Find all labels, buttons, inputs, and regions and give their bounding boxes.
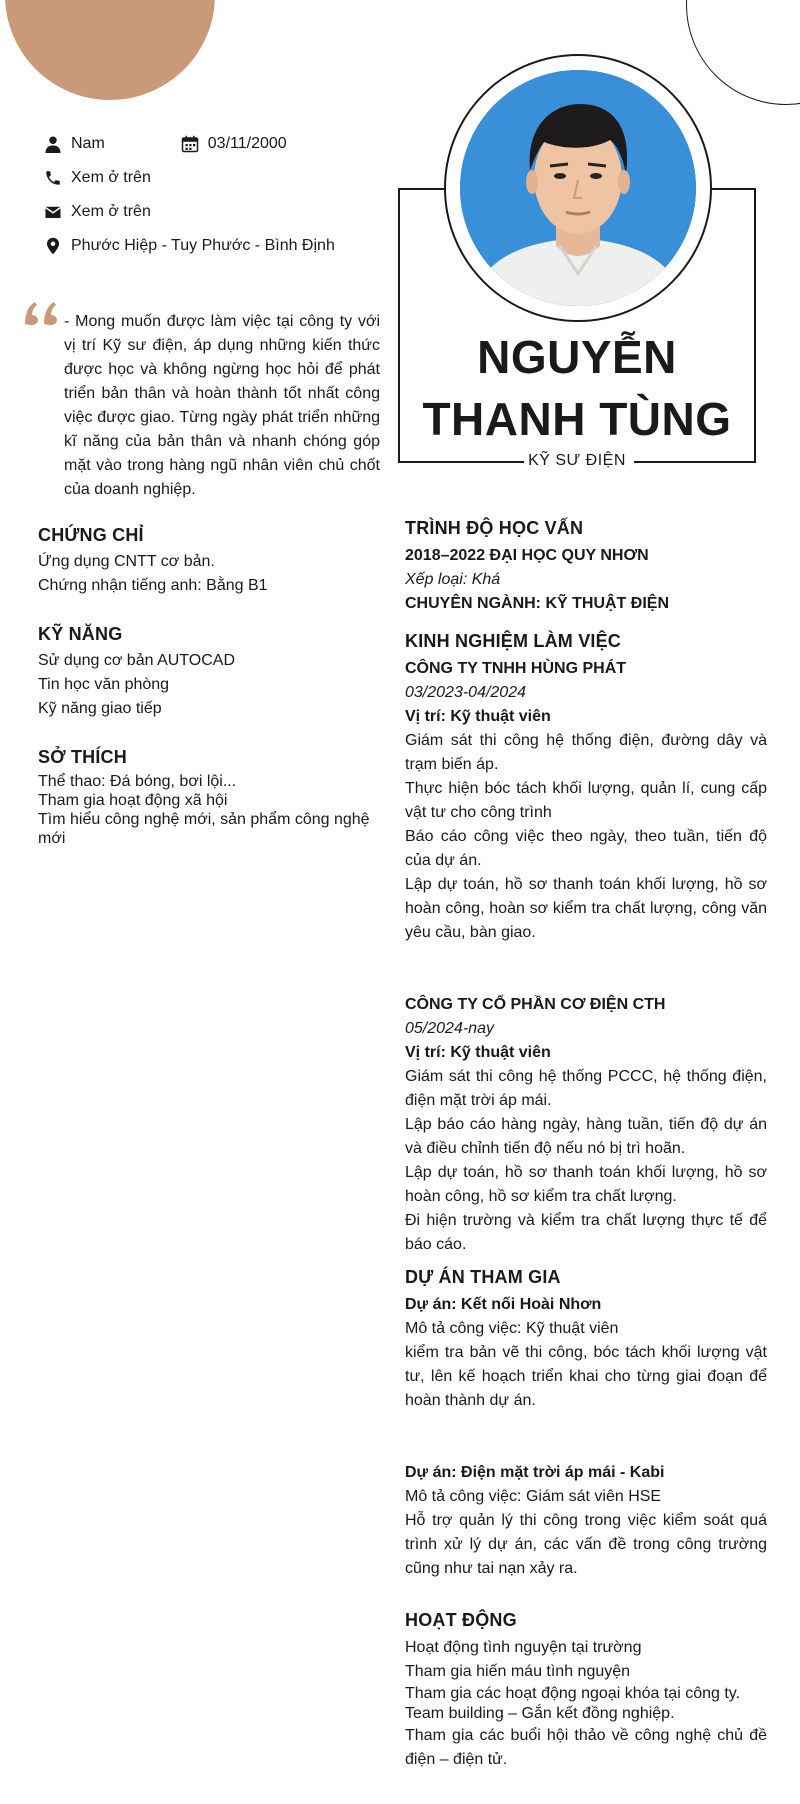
hobby-item: Tham gia hoạt động xã hội	[38, 792, 228, 809]
name-line-2: THANH TÙNG	[422, 393, 732, 445]
job-entry	[405, 657, 767, 945]
project-name: Dự án: Kết nối Hoài Nhơn	[405, 1296, 602, 1313]
project-entry	[405, 1461, 767, 1581]
phone-value[interactable]: Xem ở trên	[71, 169, 151, 186]
calendar-icon	[179, 133, 201, 155]
activity-item: Hoạt động tình nguyện tại trường	[405, 1639, 642, 1656]
project-role: Mô tả công việc: Giám sát viên HSE	[405, 1488, 662, 1505]
activities-section	[405, 1610, 767, 1772]
gender-value: Nam	[71, 135, 105, 152]
skills-section	[38, 624, 378, 721]
quote-icon	[22, 296, 62, 326]
job-position: Vị trí: Kỹ thuật viên	[405, 708, 551, 725]
decor-edge	[0, 0, 5, 110]
job-company: CÔNG TY CỔ PHẦN CƠ ĐIỆN CTH	[405, 996, 666, 1013]
certificates-title: CHỨNG CHỈ	[38, 525, 144, 545]
job-duty: Lập báo cáo hàng ngày, hàng tuần, tiến độ dự án và điều chỉnh tiến độ nếu nó bị trì hoãn.	[405, 1116, 767, 1157]
birthdate-value: 03/11/2000	[207, 135, 287, 152]
job-duty: Lập dự toán, hồ sơ thanh toán khối lượng, hồ sơ hoàn công, hồ sơ kiểm tra chất lượng.	[405, 1164, 767, 1205]
name-line-1: NGUYỄN	[477, 331, 677, 383]
job-duty: Giám sát thi công hệ thống điện, đường dây và trạm biến áp.	[405, 732, 767, 773]
career-objective: - Mong muốn được làm việc tại công ty với vị trí Kỹ sư điện, áp dụng những kiến thức được học và không ngừng học hỏi để phát triển bản thân và hoàn thành tốt nhất công việc được giao. Từng ngày phát triển những kĩ năng của bản thân và nhanh chóng góp mặt vào trong hàng ngũ nhân viên chủ chốt của doanh nghiệp.	[64, 313, 380, 498]
education-title: TRÌNH ĐỘ HỌC VẤN	[405, 518, 584, 538]
candidate-name	[400, 326, 754, 450]
experience-section	[405, 631, 767, 1257]
contact-info	[42, 127, 372, 263]
hobbies-title: SỞ THÍCH	[38, 747, 127, 767]
skills-title: KỸ NĂNG	[38, 624, 123, 644]
hobby-item: Tìm hiểu công nghệ mới, sản phẩm công nghệ mới	[38, 811, 370, 847]
projects-section	[405, 1267, 767, 1581]
job-duty: Lập dự toán, hồ sơ thanh toán khối lượng, hồ sơ hoàn công, hoàn sơ kiểm tra chất lượng, công văn yêu cầu, bàn giao.	[405, 876, 767, 941]
education-major: CHUYÊN NGÀNH: KỸ THUẬT ĐIỆN	[405, 595, 669, 612]
job-entry	[405, 993, 767, 1257]
job-company: CÔNG TY TNHH HÙNG PHÁT	[405, 660, 627, 677]
address-value: Phước Hiệp - Tuy Phước - Bình Định	[71, 237, 335, 254]
project-role: Mô tả công việc: Kỹ thuật viên	[405, 1320, 619, 1337]
job-duty: Báo cáo công việc theo ngày, theo tuần, tiến độ của dự án.	[405, 828, 767, 869]
activity-item: Team building – Gắn kết đồng nghiệp.	[405, 1705, 675, 1722]
hobbies-section	[38, 747, 378, 848]
project-entry	[405, 1293, 767, 1413]
skill-item: Sử dụng cơ bản AUTOCAD	[38, 652, 235, 669]
certificate-item: Ứng dụng CNTT cơ bản.	[38, 553, 215, 570]
activities-title: HOẠT ĐỘNG	[405, 1610, 517, 1630]
activity-item: Tham gia hiến máu tình nguyện	[405, 1663, 631, 1680]
job-duty: Giám sát thi công hệ thống PCCC, hệ thống điện, điện mặt trời áp mái.	[405, 1068, 767, 1109]
phone-icon	[42, 167, 64, 189]
skill-item: Kỹ năng giao tiếp	[38, 700, 162, 717]
mail-icon	[42, 201, 64, 223]
avatar	[460, 70, 696, 306]
job-period: 05/2024-nay	[405, 1020, 494, 1037]
job-duty: Đi hiện trường và kiểm tra chất lượng thực tế để báo cáo.	[405, 1212, 767, 1253]
education-grade: Xếp loại: Khá	[405, 571, 501, 588]
certificate-item: Chứng nhận tiếng anh: Bằng B1	[38, 577, 268, 594]
skill-item: Tin học văn phòng	[38, 676, 170, 693]
project-desc: Hỗ trợ quản lý thi công trong việc kiểm soát quá trình xử lý dự án, các vấn đề trong công trường cũng như tai nạn xảy ra.	[405, 1512, 767, 1577]
activity-item: Tham gia các hoạt động ngoại khóa tại công ty.	[405, 1685, 741, 1702]
education-section	[405, 518, 767, 616]
job-title: KỸ SƯ ĐIỆN	[528, 452, 626, 469]
email-value[interactable]: Xem ở trên	[71, 203, 151, 220]
education-school: 2018–2022 ĐẠI HỌC QUY NHƠN	[405, 547, 649, 564]
experience-title: KINH NGHIỆM LÀM VIỆC	[405, 631, 622, 651]
job-duty: Thực hiện bóc tách khối lượng, quản lí, cung cấp vật tư cho công trình	[405, 780, 767, 821]
activity-item: Tham gia các buổi hội thảo về công nghệ chủ đề điện – điện tử.	[405, 1727, 767, 1768]
projects-title: DỰ ÁN THAM GIA	[405, 1267, 561, 1287]
person-icon	[42, 133, 64, 155]
project-name: Dự án: Điện mặt trời áp mái - Kabi	[405, 1464, 665, 1481]
job-position: Vị trí: Kỹ thuật viên	[405, 1044, 551, 1061]
job-period: 03/2023-04/2024	[405, 684, 526, 701]
hobby-item: Thể thao: Đá bóng, bơi lội...	[38, 773, 237, 790]
certificates-section	[38, 525, 378, 598]
project-desc: kiểm tra bản vẽ thi công, bóc tách khối lượng vật tư, lên kế hoạch triển khai cho từng giai đoạn để hoàn thành dự án.	[405, 1344, 767, 1409]
location-pin-icon	[42, 235, 64, 257]
decor-circle-accent	[5, 0, 215, 100]
decor-circle-outline	[686, 0, 800, 105]
